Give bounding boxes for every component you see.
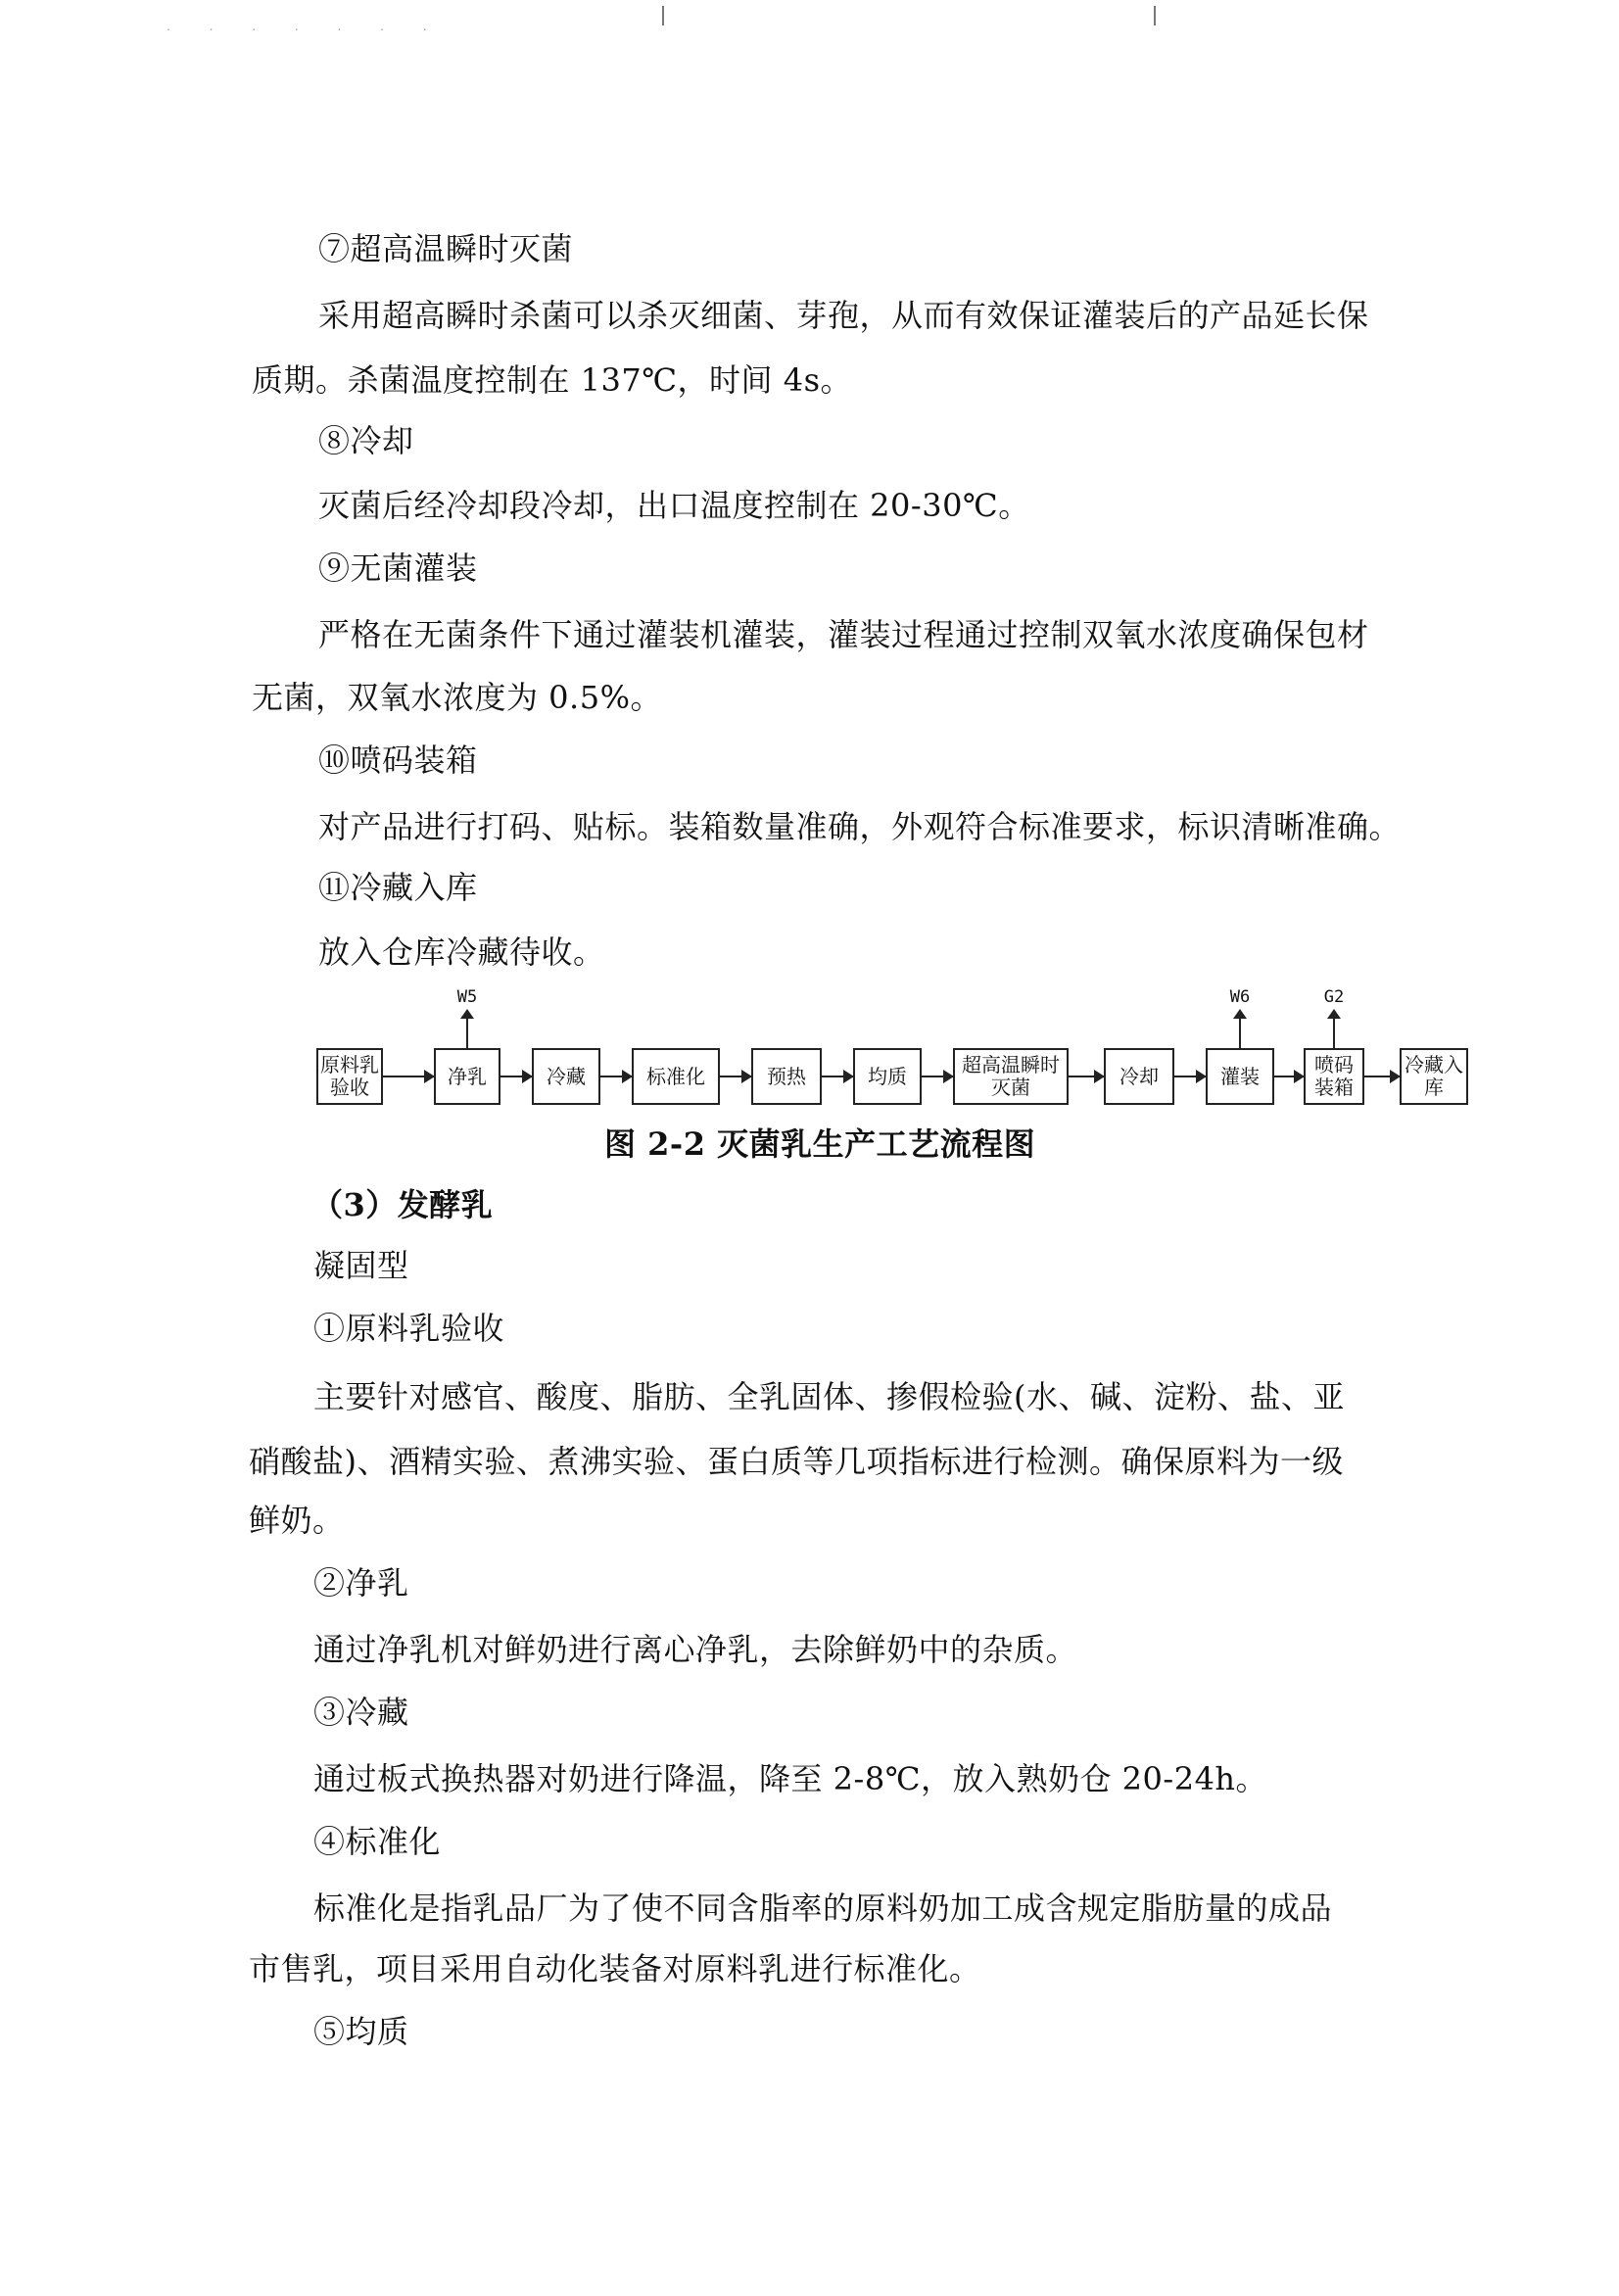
emission-arrow <box>1239 1013 1241 1048</box>
paragraph-line: 质期。杀菌温度控制在 137℃，时间 4s。 <box>252 361 853 399</box>
flow-step-purify: 净乳 <box>434 1048 500 1105</box>
paragraph-line: 无菌，双氧水浓度为 0.5%。 <box>252 679 662 716</box>
step-heading: ②净乳 <box>313 1564 409 1602</box>
paragraph-line: 市售乳，项目采用自动化装备对原料乳进行标准化。 <box>249 1950 981 1987</box>
scan-mark <box>662 6 664 25</box>
step-heading: ⑧冷却 <box>318 422 414 459</box>
flow-step-raw-milk: 原料乳验收 <box>316 1048 383 1105</box>
paragraph-line: 通过净乳机对鲜奶进行离心净乳，去除鲜奶中的杂质。 <box>313 1631 1078 1668</box>
flow-step-standardize: 标准化 <box>632 1048 720 1105</box>
flow-step-cold-storage: 冷藏 <box>532 1048 600 1105</box>
flow-step-preheat: 预热 <box>751 1048 822 1105</box>
paragraph-line: 主要针对感官、酸度、脂肪、全乳固体、掺假检验(水、碱、淀粉、盐、亚 <box>313 1378 1345 1415</box>
flow-step-coding-packing: 喷码装箱 <box>1304 1048 1364 1105</box>
scan-noise: . . . . . . . <box>167 20 445 33</box>
emission-label-g2: G2 <box>1323 987 1345 1007</box>
step-heading: ④标准化 <box>313 1823 442 1860</box>
figure-caption: 图 2-2 灭菌乳生产工艺流程图 <box>604 1125 1036 1163</box>
flow-arrow <box>1364 1076 1400 1077</box>
flow-arrow <box>1174 1076 1206 1077</box>
paragraph-line: 对产品进行打码、贴标。装箱数量准确，外观符合标准要求，标识清晰准确。 <box>318 808 1402 845</box>
paragraph-line: 标准化是指乳品厂为了使不同含脂率的原料奶加工成含规定脂肪量的成品 <box>313 1889 1333 1927</box>
step-heading: ③冷藏 <box>313 1694 409 1731</box>
flow-arrow <box>1274 1076 1304 1077</box>
flow-step-filling: 灌装 <box>1206 1048 1274 1105</box>
flow-arrow <box>500 1076 532 1077</box>
paragraph-line: 严格在无菌条件下通过灌装机灌装，灌装过程通过控制双氧水浓度确保包材 <box>318 616 1369 653</box>
paragraph-line: 灭菌后经冷却段冷却，出口温度控制在 20-30℃。 <box>318 487 1030 524</box>
flow-arrow <box>1069 1076 1104 1077</box>
section-subheading: 凝固型 <box>313 1247 409 1284</box>
emission-arrow <box>1333 1013 1335 1048</box>
paragraph-line: 硝酸盐)、酒精实验、煮沸实验、蛋白质等几项指标进行检测。确保原料为一级 <box>249 1443 1344 1480</box>
emission-arrow <box>466 1013 468 1048</box>
flow-arrow <box>383 1076 434 1077</box>
emission-label-w6: W6 <box>1229 987 1251 1007</box>
section-heading: （3）发酵乳 <box>311 1186 494 1223</box>
emission-label-w5: W5 <box>456 987 478 1007</box>
flow-arrow <box>822 1076 853 1077</box>
paragraph-line: 鲜奶。 <box>249 1502 345 1539</box>
step-heading: ⑦超高温瞬时灭菌 <box>318 230 574 267</box>
step-heading: ⑤均质 <box>313 2013 409 2050</box>
flow-step-homogenize: 均质 <box>853 1048 922 1105</box>
flow-arrow <box>922 1076 953 1077</box>
step-heading: ⑩喷码装箱 <box>318 741 478 779</box>
step-heading: ⑪冷藏入库 <box>318 869 478 906</box>
flow-arrow <box>600 1076 632 1077</box>
flow-step-uht: 超高温瞬时灭菌 <box>953 1048 1069 1105</box>
step-heading: ⑨无菌灌装 <box>318 550 478 587</box>
process-flow-diagram <box>0 980 1619 1126</box>
paragraph-line: 通过板式换热器对奶进行降温，降至 2-8℃，放入熟奶仓 20-24h。 <box>313 1760 1268 1797</box>
paragraph-line: 放入仓库冷藏待收。 <box>318 933 605 971</box>
step-heading: ①原料乳验收 <box>313 1310 505 1347</box>
paragraph-line: 采用超高瞬时杀菌可以杀灭细菌、芽孢，从而有效保证灌装后的产品延长保 <box>318 297 1369 334</box>
flow-arrow <box>720 1076 751 1077</box>
scan-mark <box>1154 6 1156 25</box>
flow-step-cold-warehouse: 冷藏入库 <box>1400 1048 1468 1105</box>
flow-step-cooling: 冷却 <box>1104 1048 1174 1105</box>
